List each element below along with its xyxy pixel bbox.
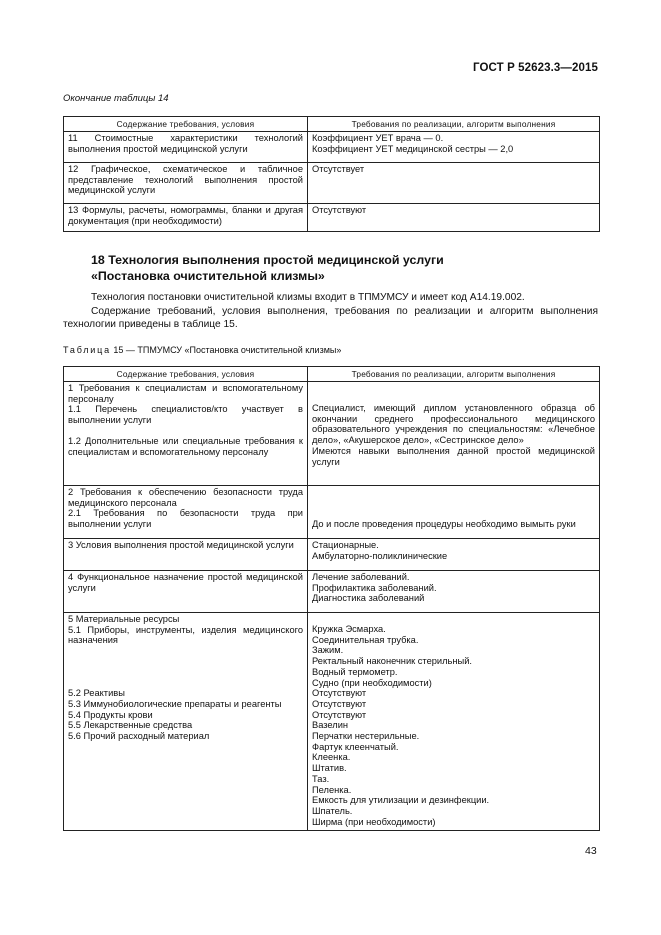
list-item: Пеленка. <box>312 784 352 795</box>
table15-row5-c1-item: 5.6 Прочий расходный материал <box>68 730 210 741</box>
page-number: 43 <box>585 845 597 857</box>
table-row <box>64 382 600 486</box>
table-row <box>64 204 600 232</box>
table15-row4-c2-line: Лечение заболеваний. <box>312 572 410 582</box>
list-item: Фартук клеенчатый. <box>312 741 399 752</box>
table15-row5-c1-a: 5 Материальные ресурсы <box>68 614 180 624</box>
table-14 <box>63 116 600 232</box>
list-item: Клеенка. <box>312 752 351 763</box>
list-item: Соединительная трубка. <box>312 634 419 645</box>
section-18-heading <box>91 252 444 284</box>
table15-col2-header: Требования по реализации, алгоритм выполнения <box>308 367 600 382</box>
table15-row1-c2-b: Имеются навыки выполнения данной простой медицинской услуги <box>312 445 595 467</box>
table-row <box>64 571 600 613</box>
list-item: Судно (при необходимости) <box>312 677 432 688</box>
table-row <box>64 132 600 163</box>
list-item: Отсутствуют <box>312 698 367 709</box>
table15-row3-c2-b: Амбулаторно-поликлинические <box>312 550 448 561</box>
list-item: Емкость для утилизации и дезинфекции. <box>312 795 490 806</box>
table15-header-row <box>64 367 600 382</box>
table15-row5-c1-item: 5.2 Реактивы <box>68 688 125 699</box>
table15-row2-c2 <box>308 486 600 539</box>
table14-row11-c2-line1: Коэффициент УЕТ врача — 0. <box>312 133 444 143</box>
table15-row2-c1-a: 2 Требования к обеспечению безопасности труда медицинского персонала <box>68 487 303 508</box>
section-18-heading-line1: 18 Технология выполнения простой медицинской услуги <box>91 253 444 267</box>
table15-row2-c2-text: До и после проведения процедуры необходимо вымыть руки <box>312 519 576 529</box>
table15-caption-prefix: Таблица <box>63 345 111 355</box>
table15-row4-c2-line: Профилактика заболеваний. <box>312 582 437 593</box>
table14-row13-c1: 13 Формулы, расчеты, номограммы, бланки и другая документация (при необходимости) <box>64 204 308 232</box>
table15-row1-c1-c: 1.2 Дополнительные или специальные требования к специалистам и вспомогательному персоналу <box>68 435 303 457</box>
table15-row2-c1-b: 2.1 Требования по безопасности труда при выполнении услуги <box>68 508 303 530</box>
table14-row13-c2: Отсутствуют <box>308 204 600 232</box>
list-item: Водный термометр. <box>312 666 398 677</box>
table14-row12-c1: 12 Графическое, схематическое и табличное представление технологий выполнения простой медицинской услуги <box>64 163 308 204</box>
list-item: Ректальный наконечник стерильный. <box>312 656 472 667</box>
table15-row5-c2 <box>308 613 600 831</box>
table15-row4-c2-line: Диагностика заболеваний <box>312 593 425 604</box>
table15-row1-c2 <box>308 382 600 486</box>
table15-row3-c2 <box>308 539 600 571</box>
table15-row1-c1-b: 1.1 Перечень специалистов/кто участвует в выполнении услуги <box>68 404 303 426</box>
table-row <box>64 486 600 539</box>
list-item: Таз. <box>312 773 330 784</box>
section-18-heading-line2: «Постановка очистительной клизмы» <box>91 269 325 283</box>
table14-row12-c2: Отсутствует <box>308 163 600 204</box>
list-item: Отсутствуют <box>312 688 367 699</box>
table15-row3-c1: 3 Условия выполнения простой медицинской услуги <box>64 539 308 571</box>
table14-caption: Окончание таблицы 14 <box>63 93 169 104</box>
table15-row2-c1 <box>64 486 308 539</box>
list-item: Ширма (при необходимости) <box>312 816 436 827</box>
list-item: Штатив. <box>312 763 347 774</box>
table-row <box>64 163 600 204</box>
table15-caption-title: 15 — ТПМУМСУ «Постановка очистительной клизмы» <box>110 345 342 355</box>
table15-row1-c1-a: 1 Требования к специалистам и вспомогательному персоналу <box>68 383 303 404</box>
table15-row5-c1 <box>64 613 308 831</box>
table15-row1-c2-a: Специалист, имеющий диплом установленного образца об окончании среднего профессионального медицинского образовательного учреждения по специальностям: «Лечебное дело», «Акушерское дело», «Сестринское дело» <box>312 403 595 446</box>
table15-row1-c1 <box>64 382 308 486</box>
table15-caption <box>63 345 341 355</box>
table15-row5-c1-item: 5.3 Иммунобиологические препараты и реагенты <box>68 698 282 709</box>
table15-col1-header: Содержание требования, условия <box>64 367 308 382</box>
list-item: Зажим. <box>312 645 344 656</box>
document-standard-number: ГОСТ Р 52623.3—2015 <box>473 62 598 74</box>
table-row <box>64 539 600 571</box>
table14-row11-c2-line2: Коэффициент УЕТ медицинской сестры — 2,0 <box>312 143 514 154</box>
table-row <box>64 613 600 831</box>
list-item: Перчатки нестерильные. <box>312 731 420 742</box>
table15-row5-c2-list <box>312 624 595 827</box>
section-18-paragraph-2: Содержание требований, условия выполнения, требования по реализации и алгоритм выполнения технологии приведены в таблице 15. <box>63 306 598 331</box>
list-item: Отсутствуют <box>312 709 367 720</box>
table14-row11-c1: 11 Стоимостные характеристики технологий выполнения простой медицинской услуги <box>64 132 308 163</box>
list-item: Кружка Эсмарха. <box>312 624 386 634</box>
table14-header-row <box>64 117 600 132</box>
list-item: Шпатель. <box>312 805 353 816</box>
table15-row4-c1: 4 Функциональное назначение простой медицинской услуги <box>64 571 308 613</box>
table14-col2-header: Требования по реализации, алгоритм выполнения <box>308 117 600 132</box>
table-15 <box>63 366 600 831</box>
table14-row11-c2 <box>308 132 600 163</box>
list-item: Вазелин <box>312 720 349 731</box>
table15-row5-c1-item: 5.5 Лекарственные средства <box>68 720 193 731</box>
section-18-paragraph-1: Технология постановки очистительной клизмы входит в ТПМУМСУ и имеет код А14.19.002. <box>91 292 525 303</box>
table15-row4-c2 <box>308 571 600 613</box>
table15-row5-c1-item: 5.4 Продукты крови <box>68 709 153 720</box>
table15-row5-c1-b: 5.1 Приборы, инструменты, изделия медицинского назначения <box>68 624 303 646</box>
table15-row3-c2-a: Стационарные. <box>312 540 379 550</box>
table14-col1-header: Содержание требования, условия <box>64 117 308 132</box>
